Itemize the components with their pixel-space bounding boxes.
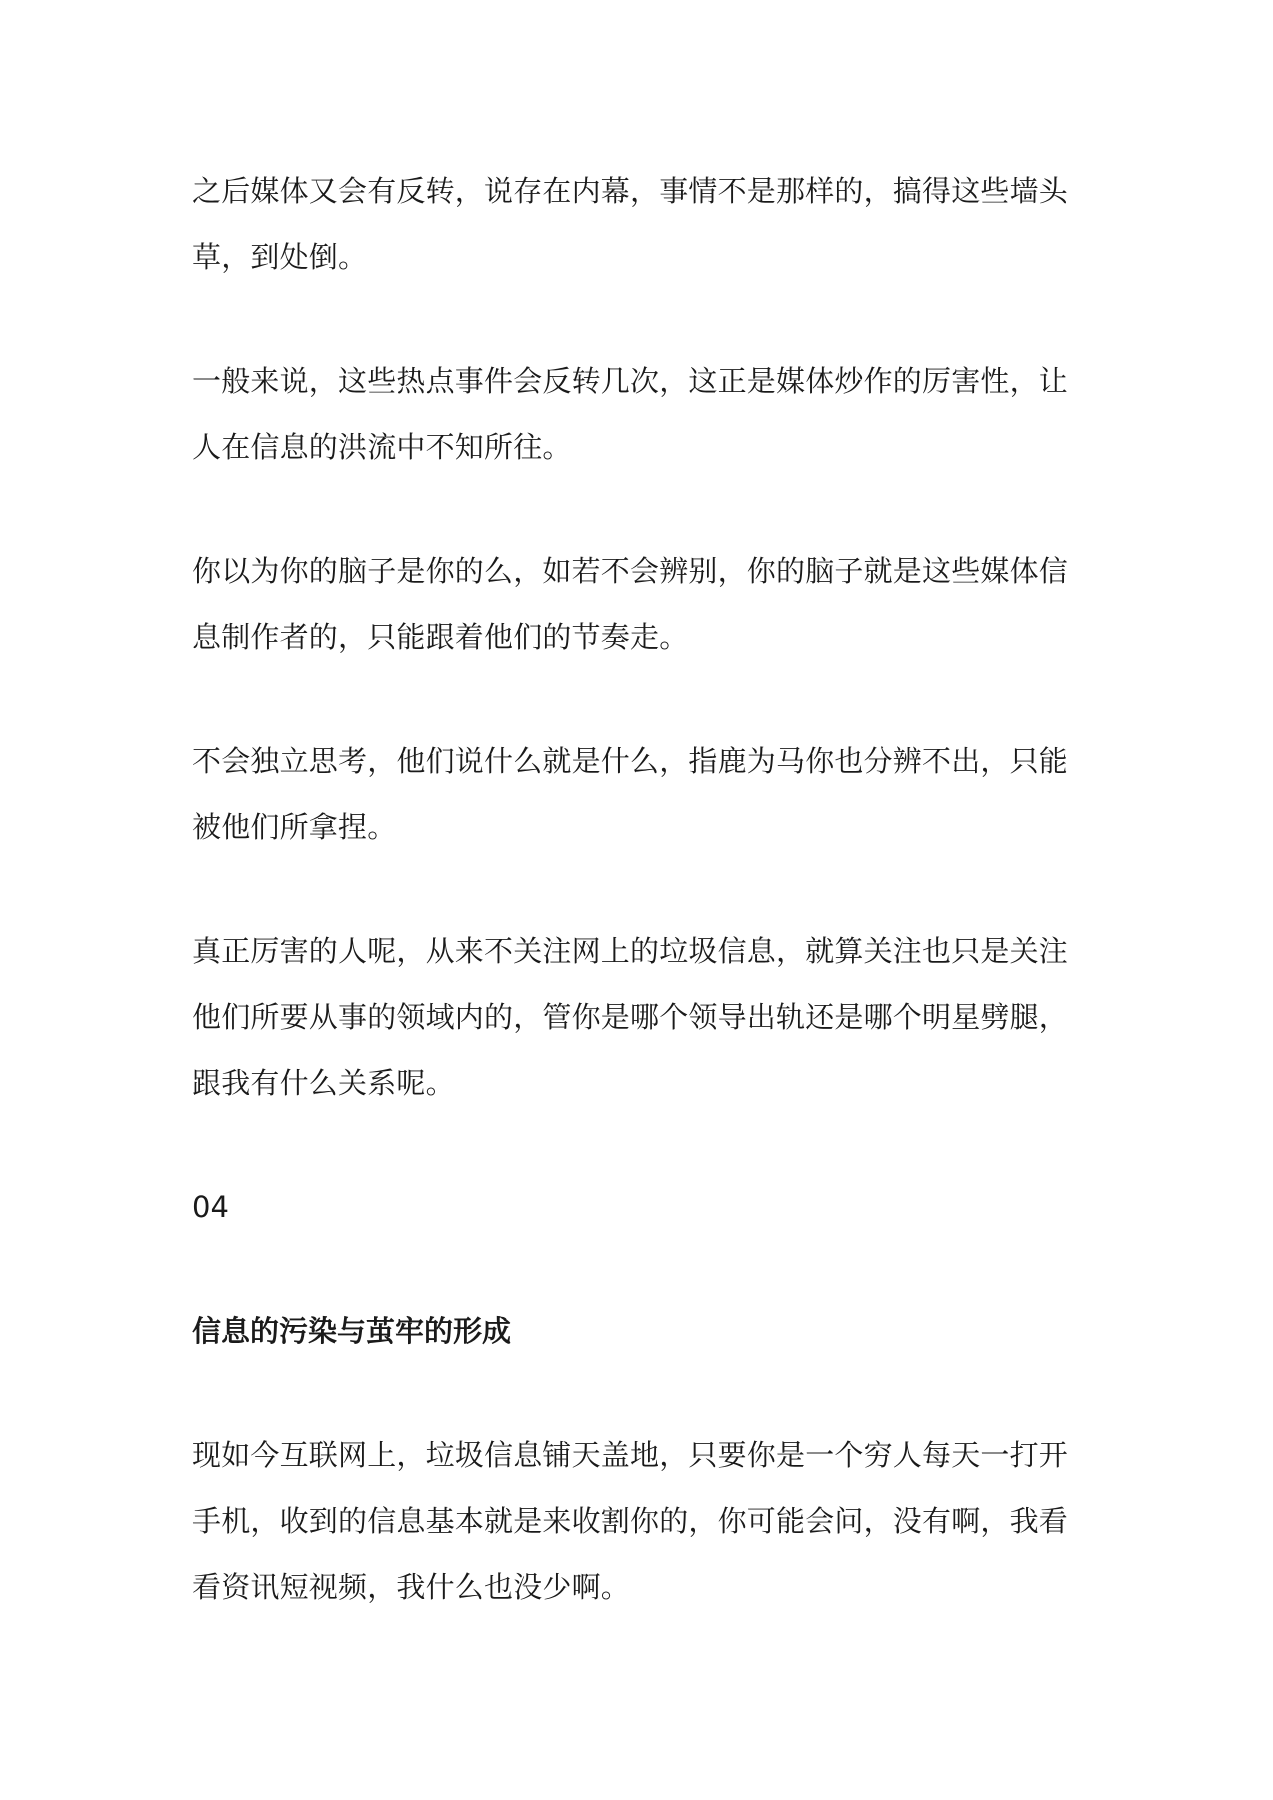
paragraph-your-brain: 你以为你的脑子是你的么，如若不会辨别，你的脑子就是这些媒体信息制作者的，只能跟着他们的节奏走。	[192, 554, 1069, 654]
section-title: 信息的污染与茧牢的形成	[192, 1314, 512, 1348]
section-number: 04	[192, 1190, 229, 1224]
article-body	[192, 158, 1092, 1678]
paragraph-media-reversal: 之后媒体又会有反转，说存在内幕，事情不是那样的，搞得这些墙头草，到处倒。	[192, 174, 1069, 274]
paragraph-garbage-info: 现如今互联网上，垃圾信息铺天盖地，只要你是一个穷人每天一打开手机，收到的信息基本就是来收割你的，你可能会问，没有啊，我看看资讯短视频，我什么也没少啊。	[192, 1438, 1069, 1604]
paragraph-hot-events: 一般来说，这些热点事件会反转几次，这正是媒体炒作的厉害性，让人在信息的洪流中不知所往。	[192, 364, 1069, 464]
paragraph-capable-people: 真正厉害的人呢，从来不关注网上的垃圾信息，就算关注也只是关注他们所要从事的领域内的，管你是哪个领导出轨还是哪个明星劈腿，跟我有什么关系呢。	[192, 934, 1069, 1100]
paragraph-independent-thinking: 不会独立思考，他们说什么就是什么，指鹿为马你也分辨不出，只能被他们所拿捏。	[192, 744, 1069, 844]
